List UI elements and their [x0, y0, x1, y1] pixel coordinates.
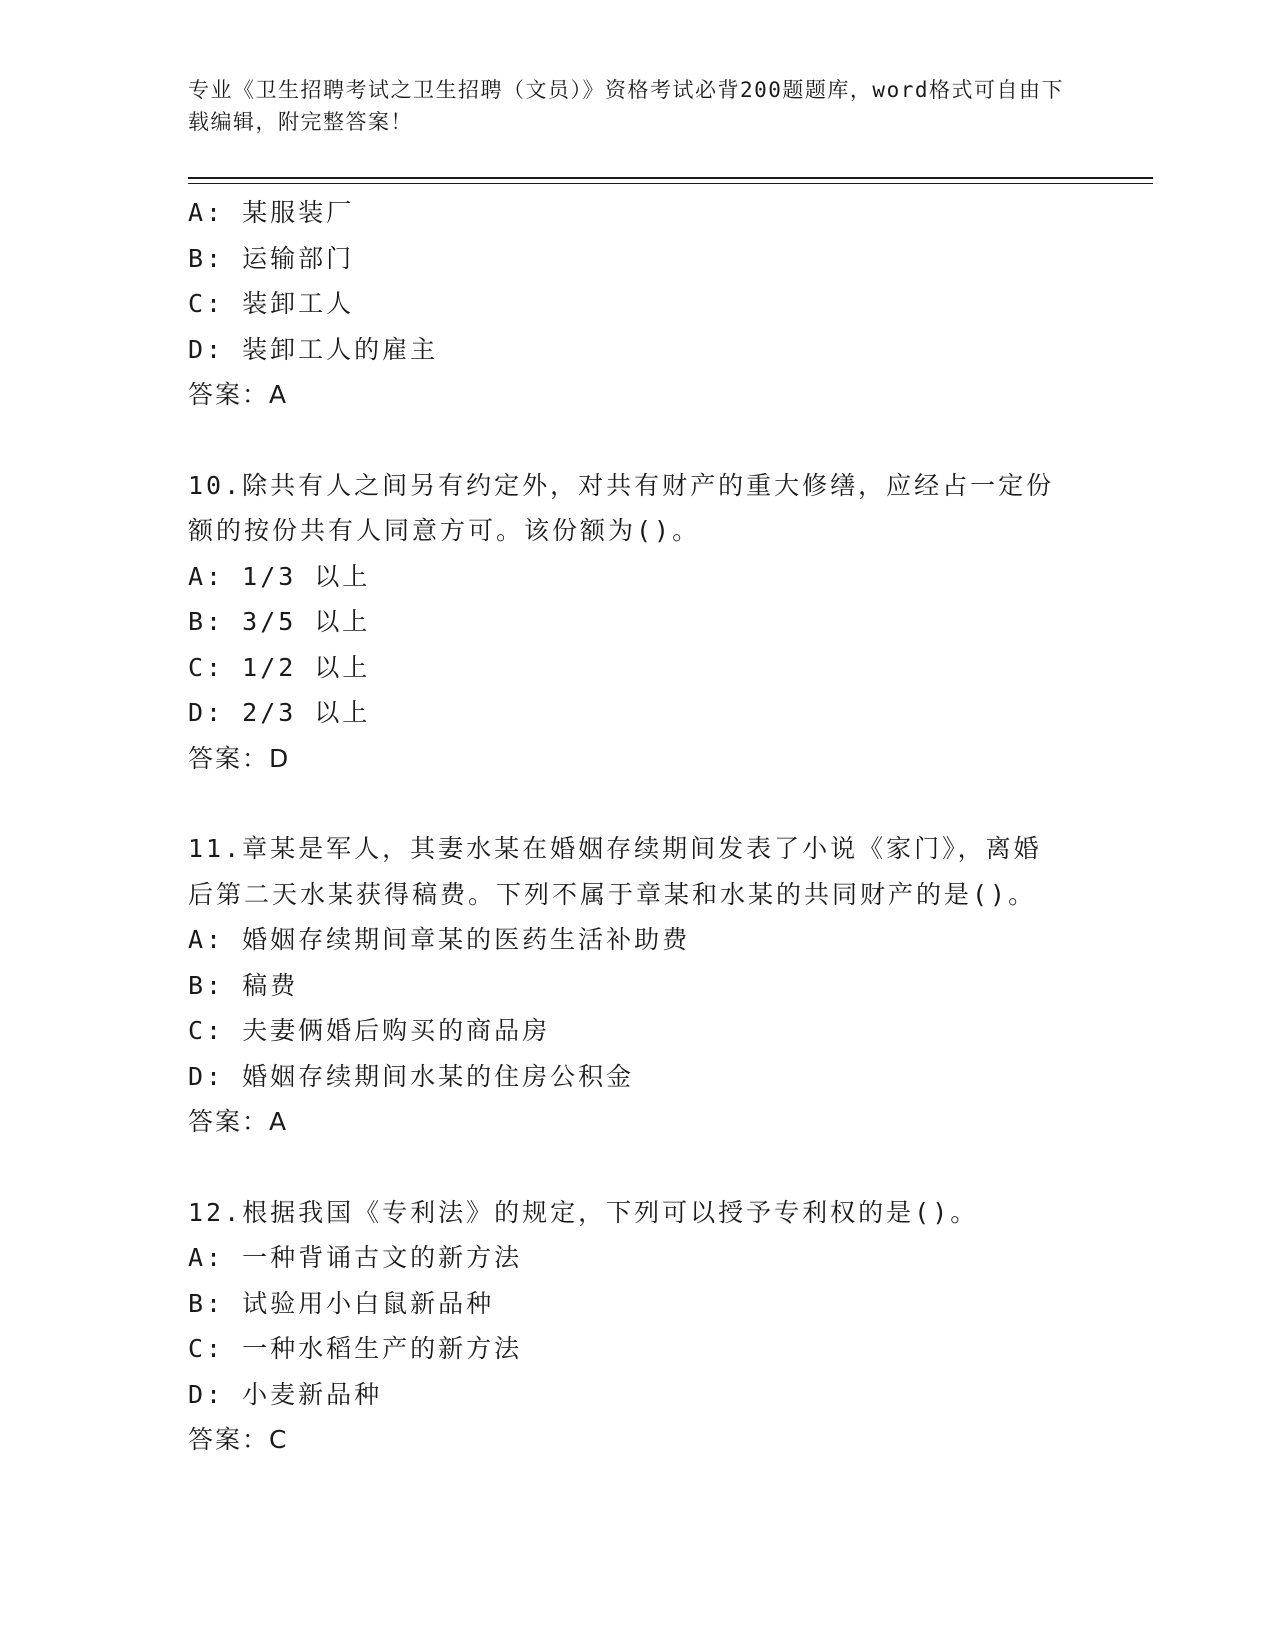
option-d: D: 2/3 以上: [188, 698, 371, 727]
question-stem: 11.章某是军人，其妻水某在婚姻存续期间发表了小说《家门》，离婚后第二天水某获得稿费。下列不属于章某和水某的共同财产的是()。: [188, 834, 1042, 909]
option-c: C: 装卸工人: [188, 289, 355, 318]
question-block: [188, 190, 1088, 418]
option-a: A: 某服装厂: [188, 198, 355, 227]
document-header: 专业《卫生招聘考试之卫生招聘（文员）》资格考试必背200题题库，word格式可自由下载编辑，附完整答案！: [188, 78, 1064, 134]
header-divider-thin: [188, 183, 1153, 184]
question-stem: 10.除共有人之间另有约定外，对共有财产的重大修缮，应经占一定份额的按份共有人同意方可。该份额为()。: [188, 470, 1055, 545]
option-d: D: 婚姻存续期间水某的住房公积金: [188, 1061, 635, 1091]
question-block: [188, 826, 1088, 1145]
option-a: A: 婚姻存续期间章某的医药生活补助费: [188, 925, 691, 954]
answer-line: 答案：A: [188, 380, 289, 409]
option-d: D: 小麦新品种: [188, 1379, 383, 1409]
option-b: B: 3/5 以上: [188, 607, 371, 636]
header-divider-thick: [188, 177, 1153, 179]
answer-line: 答案：C: [188, 1425, 289, 1454]
question-block: [188, 1190, 1088, 1463]
answer-line: 答案：D: [188, 743, 291, 773]
question-block: [188, 463, 1088, 782]
question-list: [188, 190, 1088, 1463]
answer-line: 答案：A: [188, 1107, 289, 1136]
option-d: D: 装卸工人的雇主: [188, 334, 439, 364]
option-b: B: 稿费: [188, 970, 299, 1000]
question-stem: 12.根据我国《专利法》的规定，下列可以授予专利权的是()。: [188, 1197, 979, 1227]
option-a: A: 一种背诵古文的新方法: [188, 1243, 523, 1272]
option-c: C: 1/2 以上: [188, 652, 371, 682]
option-c: C: 夫妻俩婚后购买的商品房: [188, 1016, 551, 1045]
option-a: A: 1/3 以上: [188, 561, 371, 591]
option-c: C: 一种水稻生产的新方法: [188, 1334, 523, 1363]
option-b: B: 试验用小白鼠新品种: [188, 1288, 495, 1318]
option-b: B: 运输部门: [188, 243, 355, 273]
